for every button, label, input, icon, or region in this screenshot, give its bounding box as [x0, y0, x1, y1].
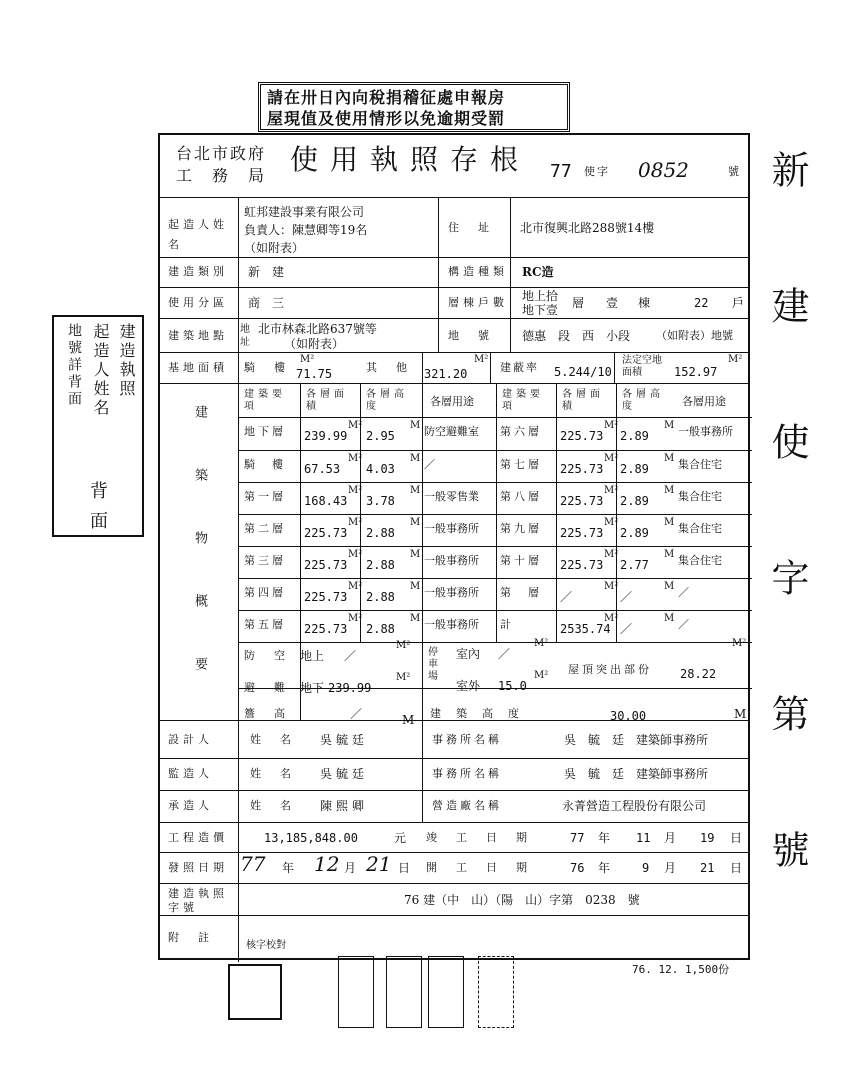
- building-label: 建築物概要: [192, 405, 207, 720]
- floors-up: 地上拾: [522, 289, 559, 303]
- floor-left-height: 2.88: [366, 622, 395, 636]
- ratio-value: 5.244/10: [554, 365, 612, 379]
- height-value: 30.00: [610, 709, 647, 723]
- site-attach: （如附表）: [284, 337, 345, 351]
- floor-right-use: 集合住宅: [678, 458, 722, 471]
- shelter-label-2: 避 難: [244, 681, 289, 694]
- cost-value: 13,185,848.00: [264, 831, 358, 845]
- floor-left-name: 騎 樓: [244, 458, 286, 471]
- roof-label: 屋頂突出部份: [568, 663, 652, 676]
- unit-mark: M²: [348, 485, 363, 496]
- unit-mark: M²: [348, 613, 363, 624]
- floor-right-height: 2.77: [620, 558, 649, 572]
- h-use-left: 各層用途: [430, 395, 474, 408]
- floor-left-name: 第三層: [244, 554, 286, 567]
- unit-unit: 戶: [732, 296, 745, 310]
- structure-value: RC造: [522, 265, 554, 279]
- floor-right-name: 第七層: [500, 458, 542, 471]
- h-height-right: 各層高度: [622, 389, 664, 412]
- permit-number: 0852: [638, 158, 689, 182]
- form-title: 使用執照存根: [290, 143, 531, 176]
- floor-left-height: 2.88: [366, 558, 395, 572]
- floor-left-name: 第五層: [244, 618, 286, 631]
- tax-notice-stamp: [258, 82, 570, 132]
- site-prefix: 地址: [240, 324, 250, 348]
- unit-mark: M²: [604, 613, 619, 624]
- side-stamp-back: 背: [90, 481, 108, 502]
- unit-mark: M: [664, 549, 675, 560]
- ratio-label: 建蔽率: [500, 361, 539, 374]
- floor-left-height: 2.95: [366, 429, 395, 443]
- contractor-label: 承造人: [168, 799, 213, 812]
- supervisor-office: 吳 毓 廷 建築師事務所: [564, 767, 709, 781]
- parking-label: 停車場: [428, 647, 438, 682]
- completion-year: 77: [570, 831, 585, 845]
- issue-month: 12: [314, 852, 340, 876]
- applicant-rep: 負責人：陳慧卿等19名: [244, 223, 368, 237]
- permit-prefix: 使字: [584, 165, 610, 178]
- applicant-address: 北市復興北路288號14樓: [520, 221, 655, 235]
- unit-mark: M²: [348, 517, 363, 528]
- vacant-label: 法定空地面積: [622, 355, 662, 378]
- shelter-label-1: 防 空: [244, 649, 289, 662]
- unit-mark: M²: [604, 420, 619, 431]
- floor-right-area: 2535.74: [560, 622, 611, 636]
- completion-label: 竣 工 日 期: [426, 831, 531, 844]
- contractor-company-label: 營造廠名稱: [432, 799, 502, 812]
- address-label: 住 址: [448, 221, 493, 234]
- h-height-left: 各層高度: [366, 389, 408, 412]
- lot-attach: （如附表）地號: [656, 329, 733, 342]
- unit-mark: M²: [604, 453, 619, 464]
- side-stamp-col1: 建造執照: [117, 323, 136, 399]
- zoning-label: 使用分區: [168, 296, 228, 309]
- floor-left-use: 一般事務所: [424, 522, 479, 535]
- supervisor-label: 監造人: [168, 767, 213, 780]
- start-month: 9: [642, 861, 650, 875]
- height-label: 建 築 高 度: [430, 707, 521, 720]
- floor-left-height: 2.88: [366, 526, 395, 540]
- park-in-value: ／: [498, 647, 511, 661]
- floor-right-area: 225.73: [560, 494, 604, 508]
- unit-mark: M²: [348, 453, 363, 464]
- bldg-unit: 棟: [638, 296, 651, 310]
- permit-year: 77: [550, 161, 572, 182]
- build-type-label: 建造類別: [168, 265, 228, 278]
- supervisor-name-label: 姓 名: [250, 767, 295, 780]
- side-stamp-face: 面: [90, 511, 108, 532]
- shelter-up-label: 地上: [300, 649, 325, 663]
- designer-label: 設計人: [168, 733, 213, 746]
- official-seal-2: [338, 956, 374, 1028]
- unit-mark: M: [410, 581, 421, 592]
- floor-left-area: 225.73: [304, 622, 348, 636]
- floor-left-height: 3.78: [366, 494, 395, 508]
- structure-label: 構造種類: [448, 265, 508, 278]
- floors-unit: 層: [572, 296, 585, 310]
- floor-left-area: 67.53: [304, 462, 341, 476]
- h-item-right: 建築要項: [502, 389, 544, 412]
- roof-value: 28.22: [680, 667, 717, 681]
- applicant-attach: （如附表）: [244, 241, 305, 255]
- floor-left-name: 地下層: [244, 425, 286, 438]
- start-day: 21: [700, 861, 715, 875]
- permit-form: 台北市政府 工 務 局 使用執照存根 77 使字 0852 號 起造人姓名 虹邦建設事業有限公司 負責人：陳慧卿等19名 （如附表） 住 址 北市復興北路288號14樓 建造類別 新 建 構造種類 RC造 使用分區 商 三 層棟戶數 地上拾 地下壹 層 壹 棟 22 戶 建築地點 地址 北市林森北路637號等 （如附表） 地 號 德惠 段 西 小段 （如附表）地號 基地面積 騎 樓 71.75 M² 其 他 321.20 M² 建蔽率 5.244/10 法定空地面積 152.97 M² 建築物概要 建築要項 各層面積 各層高度 各層用途 建築要項 各層面積 各層高度 各層用途 地下層 239.99 2.95 防空避難室 M² M 騎 樓 67.53 4.03 ／ M² M 第一層 168.43 3.78 一般零售業 M² M 第二層 225.73 2.88 一般事務所 M² M 第三層 225.73 2.88 一般事務所 M² M 第四層 225.73 2.88 一般事務所 M² M 第五層 225.73 2.88 一般事務所 M² M 第六層 225.73 2.89 一般事務所 M² M 第七層 225.73 2.89 集合住宅 M² M 第八層 225.73 2.89 集合住宅 M² M 第九層 225.73 2.89 集合住宅 M² M 第十層 225.73 2.77 集合住宅 M² M 第 層 ／ ／ ／ M² M 計 2535.74 ／ ／ M² M 防 空 避 難 地上 ／ M² 地下 239.99 M² 停車場 室內 ／ M² 室外 15.0 M² 屋頂突出部份 28.22 M² 簷 高 ／ M 建 築 高 度 30.00 M 設計人 姓 名 吳毓廷 事務所名稱 吳 毓 廷 建築師事務所 監造人 姓 名 吳毓廷 事務所名稱 吳 毓 廷 建築師事務所 承造人 姓 名 陳熙卿 營造廠名稱 永菁營造工程股份有限公司 工程造價 13,185,848.00 元 竣 工 日 期 77 年 11 月 19 日 發照日期 77 年 12 月 21 日 開 工 日 期 76 年 9 月 21 日 建造執照字號 76 建（中 山）（陽 山）字第 0238 號 附 註 核字校對: [158, 133, 750, 960]
- other-value: 321.20: [424, 367, 468, 381]
- supervisor-office-label: 事務所名稱: [432, 767, 502, 780]
- unit-mark: M²: [604, 517, 619, 528]
- lot-label: 地 號: [448, 329, 493, 342]
- official-seal-5: [478, 956, 514, 1028]
- issue-year: 77: [240, 852, 266, 876]
- floor-right-area: 225.73: [560, 429, 604, 443]
- floor-left-use: 防空避難室: [424, 425, 479, 438]
- designer-name-label: 姓 名: [250, 733, 295, 746]
- floor-left-area: 225.73: [304, 590, 348, 604]
- applicant-label: 起造人姓名: [168, 218, 228, 251]
- park-out-label: 室外: [456, 679, 481, 693]
- park-out-value: 15.0: [498, 679, 527, 693]
- floor-left-area: 225.73: [304, 558, 348, 572]
- h-area-left: 各層面積: [306, 389, 348, 412]
- floors-down: 地下壹: [522, 303, 559, 317]
- build-type-value: 新 建: [248, 265, 285, 279]
- unit-mark: M: [410, 517, 421, 528]
- official-seal-1: [228, 964, 282, 1020]
- completion-day: 19: [700, 831, 715, 845]
- floor-right-use: 一般事務所: [678, 425, 733, 438]
- floor-right-name: 第九層: [500, 522, 542, 535]
- floor-right-name: 第六層: [500, 425, 542, 438]
- issuer-line2: 工 務 局: [176, 166, 267, 185]
- attach-label: 附 註: [168, 931, 213, 944]
- shelter-up-value: ／: [344, 649, 357, 663]
- other-label: 其 他: [366, 361, 411, 374]
- floor-right-name: 第 層: [500, 586, 542, 599]
- floor-right-area: ／: [560, 590, 573, 604]
- contractor-name: 陳熙卿: [320, 799, 369, 813]
- contractor-company: 永菁營造工程股份有限公司: [562, 799, 707, 813]
- floor-right-use: ／: [678, 618, 689, 631]
- floor-right-area: 225.73: [560, 526, 604, 540]
- unit-mark: M: [664, 485, 675, 496]
- issue-day: 21: [366, 852, 392, 876]
- floor-left-use: ／: [424, 458, 435, 471]
- unit-mark: M²: [348, 420, 363, 431]
- floor-right-area: 225.73: [560, 558, 604, 572]
- notice-line1: 請在卅日內向稅捐稽征處申報房: [267, 88, 506, 107]
- notice-line2: 屋現值及使用情形以免逾期受罰: [267, 109, 506, 128]
- designer-office: 吳 毓 廷 建築師事務所: [564, 733, 709, 747]
- vacant-value: 152.97: [674, 365, 718, 379]
- bldg-count: 壹: [606, 296, 619, 310]
- floor-right-use: 集合住宅: [678, 522, 722, 535]
- area-label: 基地面積: [168, 361, 228, 374]
- unit-mark: M: [410, 453, 421, 464]
- floor-left-use: 一般事務所: [424, 586, 479, 599]
- permit-value: 76 建（中 山）（陽 山）字第 0238 號: [404, 893, 640, 907]
- official-seal-4: [428, 956, 464, 1028]
- start-label: 開 工 日 期: [426, 861, 531, 874]
- supervisor-name: 吳毓廷: [320, 767, 369, 781]
- unit-mark: M²: [604, 549, 619, 560]
- floor-right-height: 2.89: [620, 526, 649, 540]
- cost-label: 工程造價: [168, 831, 228, 844]
- floor-right-height: 2.89: [620, 494, 649, 508]
- arcade-label: 騎 樓: [244, 361, 289, 374]
- unit-mark: M: [664, 517, 675, 528]
- lot-value: 德惠 段 西 小段: [522, 329, 631, 343]
- official-seal-3: [386, 956, 422, 1028]
- floor-left-use: 一般事務所: [424, 618, 479, 631]
- floor-left-name: 第一層: [244, 490, 286, 503]
- side-stamp: [52, 315, 144, 537]
- unit-mark: M: [664, 613, 675, 624]
- side-stamp-col3: 地號詳背面: [66, 323, 82, 408]
- floor-right-use: 集合住宅: [678, 490, 722, 503]
- permit-suffix: 號: [728, 165, 743, 178]
- floor-right-name: 第十層: [500, 554, 542, 567]
- floor-right-height: ／: [620, 590, 633, 604]
- check-label: 核字校對: [246, 940, 286, 951]
- shelter-down-label: 地下: [300, 681, 325, 695]
- arcade-value: 71.75: [296, 367, 333, 381]
- floor-left-name: 第二層: [244, 522, 286, 535]
- h-item-left: 建築要項: [244, 389, 286, 412]
- unit-mark: M: [410, 420, 421, 431]
- unit-mark: M: [664, 453, 675, 464]
- floor-left-area: 168.43: [304, 494, 348, 508]
- side-stamp-col2: 起造人姓名: [91, 323, 110, 418]
- unit-mark: M: [410, 485, 421, 496]
- issuer-line1: 台北市政府: [176, 144, 267, 163]
- floor-left-area: 225.73: [304, 526, 348, 540]
- unit-mark: M²: [604, 581, 619, 592]
- applicant-company: 虹邦建設事業有限公司: [244, 205, 365, 219]
- floor-left-use: 一般事務所: [424, 554, 479, 567]
- cost-unit: 元: [394, 831, 407, 845]
- designer-office-label: 事務所名稱: [432, 733, 502, 746]
- print-note: 76. 12. 1,500份: [632, 963, 730, 976]
- floor-right-area: 225.73: [560, 462, 604, 476]
- completion-month: 11: [636, 831, 651, 845]
- eaves-label: 簷 高: [244, 707, 289, 720]
- floor-left-name: 第四層: [244, 586, 286, 599]
- floor-left-height: 4.03: [366, 462, 395, 476]
- unit-mark: M²: [348, 549, 363, 560]
- unit-mark: M: [410, 549, 421, 560]
- unit-mark: M: [664, 420, 675, 431]
- shelter-down-value: 239.99: [328, 681, 372, 695]
- contractor-name-label: 姓 名: [250, 799, 295, 812]
- h-area-right: 各層面積: [562, 389, 604, 412]
- unit-mark: M²: [348, 581, 363, 592]
- floor-right-use: ／: [678, 586, 689, 599]
- park-in-label: 室內: [456, 647, 481, 661]
- designer-name: 吳毓廷: [320, 733, 369, 747]
- floor-right-height: 2.89: [620, 429, 649, 443]
- floor-right-use: 集合住宅: [678, 554, 722, 567]
- right-margin-title: 新 建 使 字 第 號: [765, 150, 809, 898]
- eaves-value: ／: [350, 707, 363, 721]
- floor-right-name: 第八層: [500, 490, 542, 503]
- unit-mark: M: [664, 581, 675, 592]
- floor-left-area: 239.99: [304, 429, 348, 443]
- unit-mark: M: [410, 613, 421, 624]
- site-label: 建築地點: [168, 329, 228, 342]
- unit-count: 22: [694, 296, 709, 310]
- floor-right-height: 2.89: [620, 462, 649, 476]
- floor-right-name: 計: [500, 618, 514, 631]
- start-year: 76: [570, 861, 585, 875]
- floors-label: 層棟戶數: [448, 296, 508, 309]
- permit-label: 建造執照字號: [168, 887, 228, 914]
- floor-left-height: 2.88: [366, 590, 395, 604]
- floor-left-use: 一般零售業: [424, 490, 479, 503]
- zoning-value: 商 三: [248, 296, 285, 310]
- unit-mark: M²: [604, 485, 619, 496]
- floor-right-height: ／: [620, 622, 633, 636]
- h-use-right: 各層用途: [682, 395, 726, 408]
- issue-label: 發照日期: [168, 861, 228, 874]
- site-address: 北市林森北路637號等: [258, 322, 377, 336]
